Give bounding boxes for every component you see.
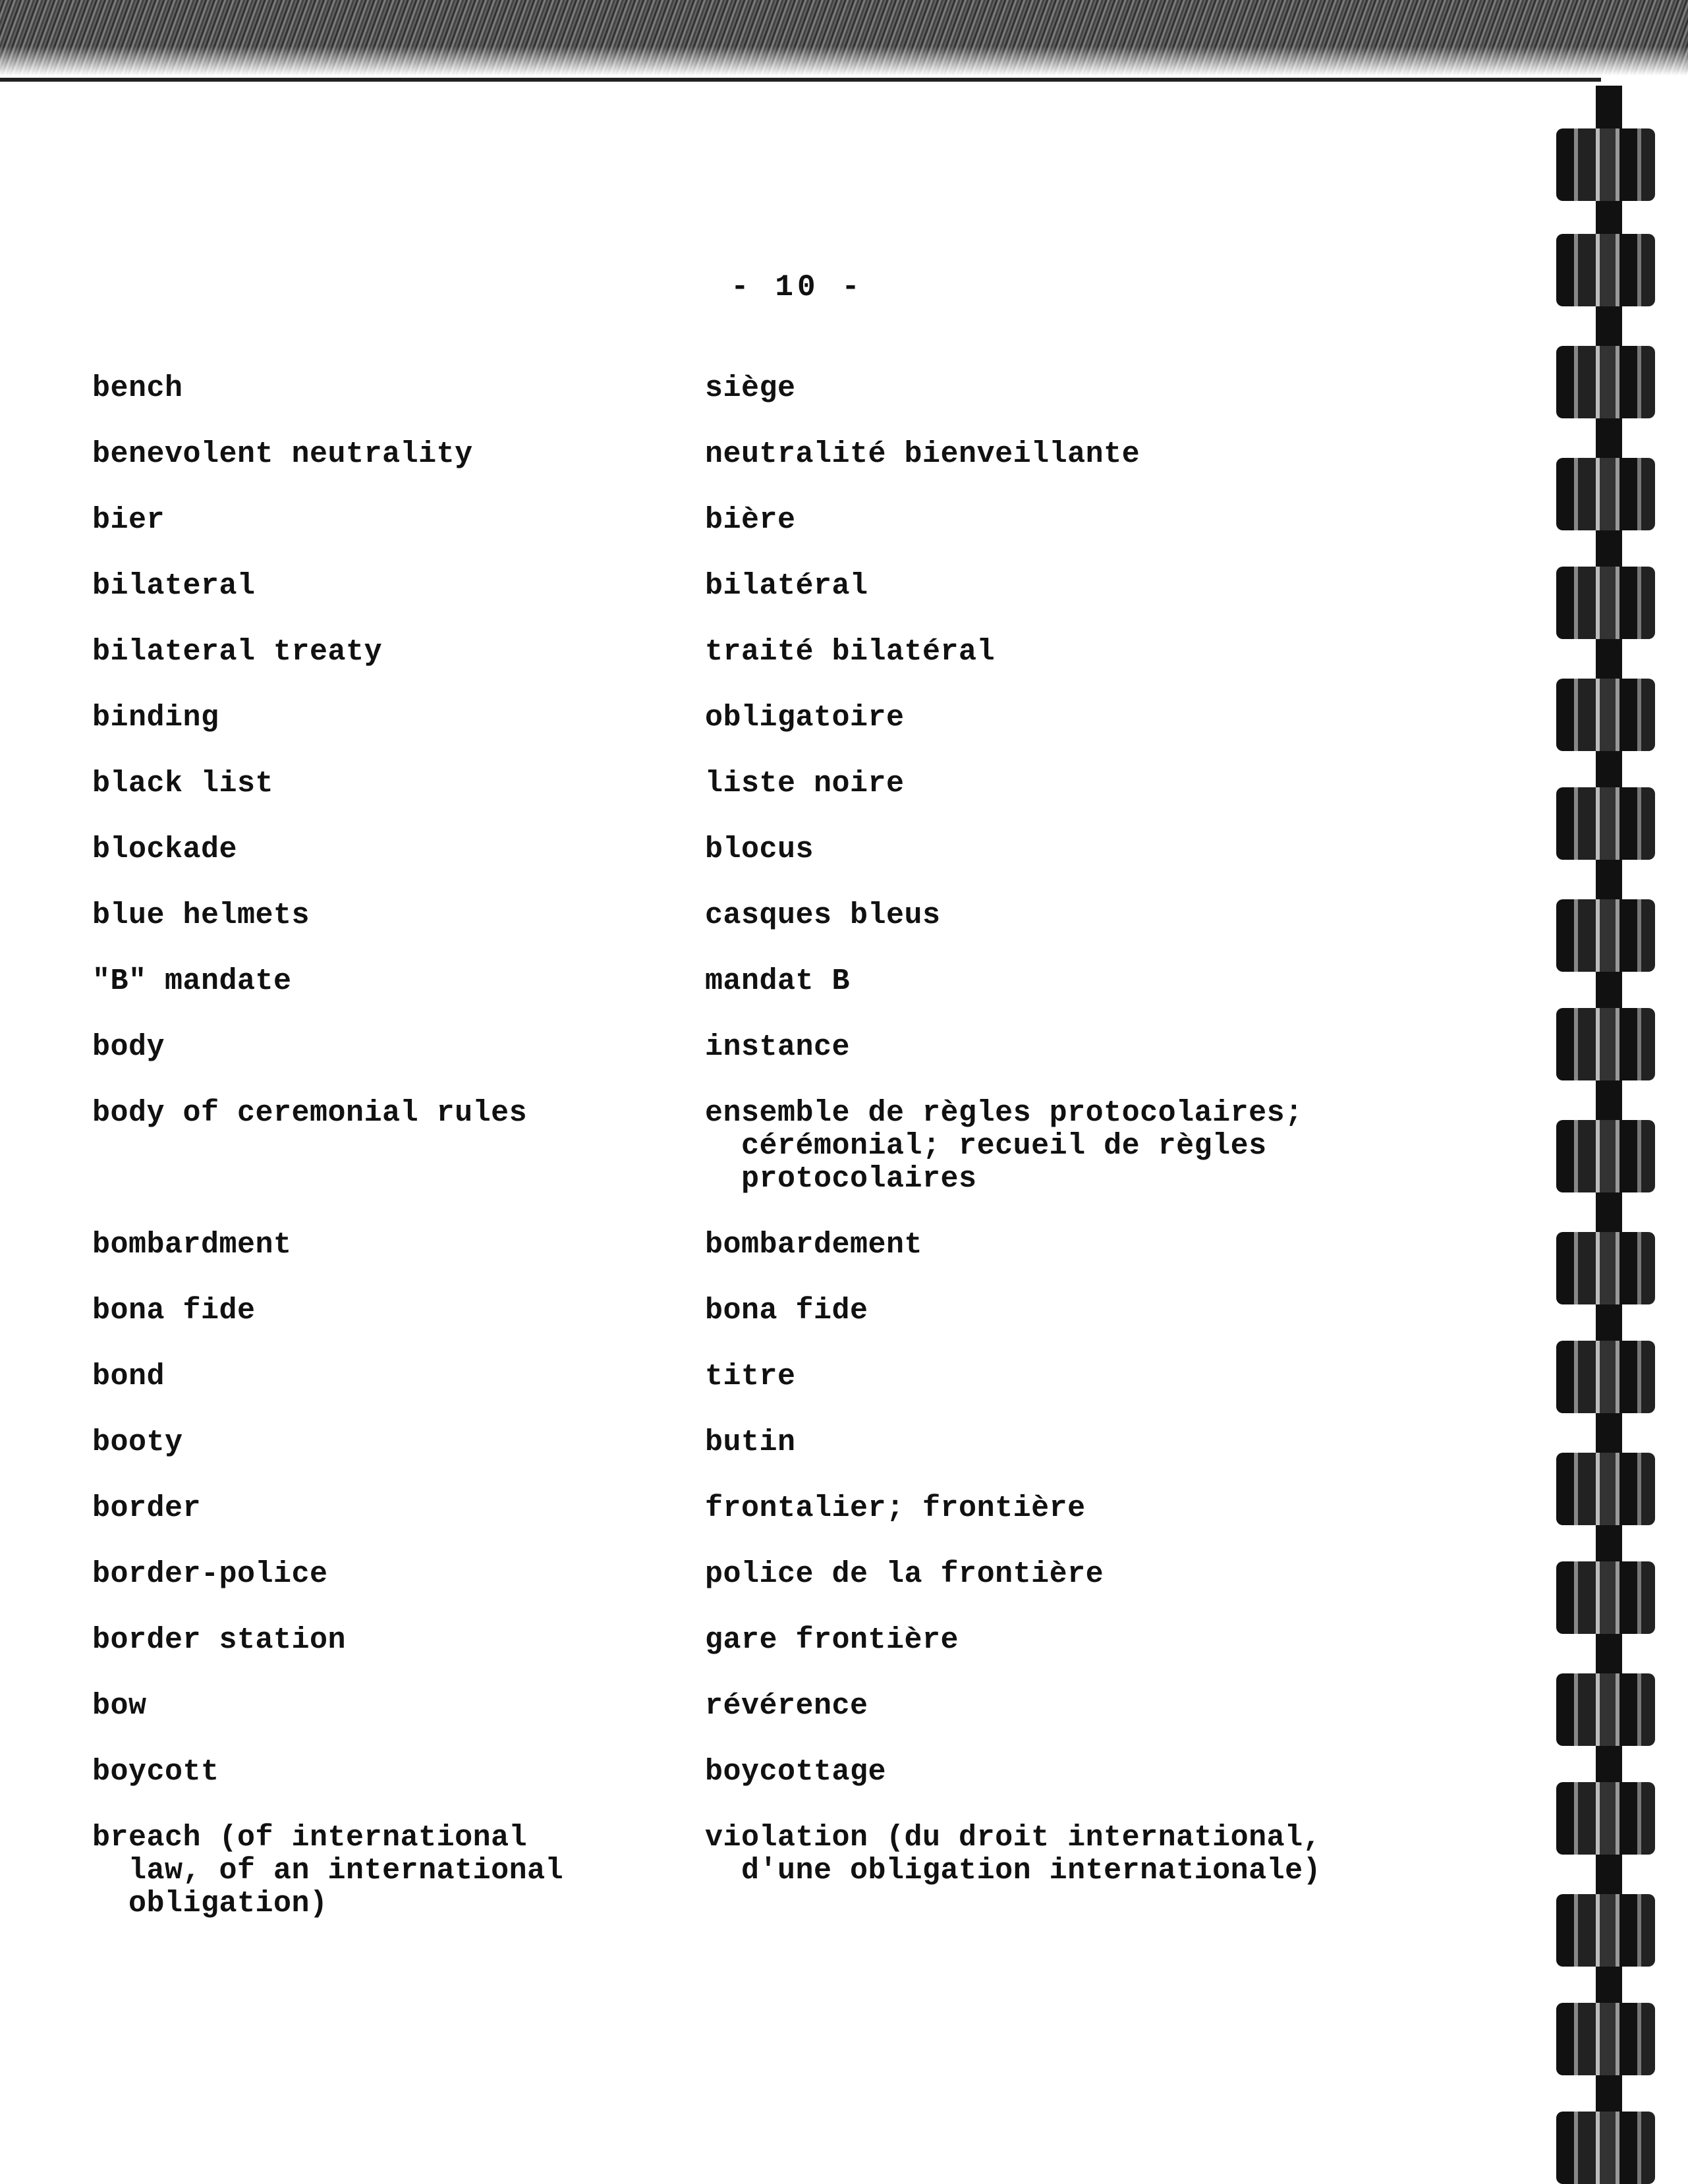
term-en: black list [92, 767, 274, 800]
term-fr: frontalier; frontière [705, 1492, 1086, 1525]
binding-ring [1556, 1008, 1655, 1080]
term-fr: instance [705, 1030, 851, 1064]
term-en: bier [92, 503, 165, 537]
term-fr: neutralité bienveillante [705, 437, 1140, 471]
page-number: - 10 - [731, 270, 864, 304]
binding-ring [1556, 899, 1655, 972]
term-en: bow [92, 1689, 147, 1723]
binding-ring [1556, 1341, 1655, 1413]
term-fr: police de la frontière [705, 1557, 1104, 1591]
binder-cover-edge [0, 0, 1688, 99]
binding-ring [1556, 1673, 1655, 1746]
term-en: body [92, 1030, 165, 1064]
term-en: bona fide [92, 1294, 256, 1328]
term-en: boycott [92, 1755, 219, 1789]
term-en: blue helmets [92, 899, 310, 932]
binding-ring [1556, 346, 1655, 418]
binding-ring [1556, 2003, 1655, 2075]
term-fr: traité bilatéral [705, 635, 996, 669]
binding-ring [1556, 787, 1655, 860]
term-en: breach (of international law, of an international obligation) [92, 1821, 564, 1920]
term-en: border [92, 1492, 202, 1525]
term-en: bench [92, 372, 183, 405]
term-en: bombardment [92, 1228, 292, 1262]
term-fr: ensemble de règles protocolaires; cérémonial; recueil de règles protocolaires [705, 1096, 1303, 1196]
term-fr: bona fide [705, 1294, 868, 1328]
binding-ring [1556, 1894, 1655, 1967]
term-en: border station [92, 1623, 347, 1657]
term-fr: mandat B [705, 965, 851, 998]
binding-ring [1556, 2112, 1655, 2184]
binding-ring [1556, 1561, 1655, 1634]
term-fr: violation (du droit international, d'une obligation internationale) [705, 1821, 1322, 1888]
term-en: bilateral treaty [92, 635, 383, 669]
term-fr: liste noire [705, 767, 905, 800]
term-fr: boycottage [705, 1755, 887, 1789]
top-rule [0, 78, 1601, 82]
term-fr: butin [705, 1426, 796, 1459]
term-fr: révérence [705, 1689, 868, 1723]
term-fr: titre [705, 1360, 796, 1393]
term-fr: blocus [705, 833, 814, 866]
term-fr: siège [705, 372, 796, 405]
term-fr: gare frontière [705, 1623, 959, 1657]
binding-ring [1556, 567, 1655, 639]
term-fr: bière [705, 503, 796, 537]
term-en: bilateral [92, 569, 256, 603]
term-en: benevolent neutrality [92, 437, 473, 471]
term-fr: bilatéral [705, 569, 868, 603]
binding-ring [1556, 1120, 1655, 1192]
binding-ring [1556, 128, 1655, 201]
term-en: bond [92, 1360, 165, 1393]
term-fr: casques bleus [705, 899, 941, 932]
term-fr: bombardement [705, 1228, 923, 1262]
term-en: body of ceremonial rules [92, 1096, 528, 1130]
binding-ring [1556, 1232, 1655, 1304]
term-en: border-police [92, 1557, 328, 1591]
term-en: booty [92, 1426, 183, 1459]
term-en: blockade [92, 833, 238, 866]
binding-ring [1556, 234, 1655, 306]
term-en: "B" mandate [92, 965, 292, 998]
term-fr: obligatoire [705, 701, 905, 735]
term-en: binding [92, 701, 219, 735]
binding-ring [1556, 1453, 1655, 1525]
binding-ring [1556, 458, 1655, 530]
binding-ring [1556, 1782, 1655, 1855]
binding-ring [1556, 679, 1655, 751]
